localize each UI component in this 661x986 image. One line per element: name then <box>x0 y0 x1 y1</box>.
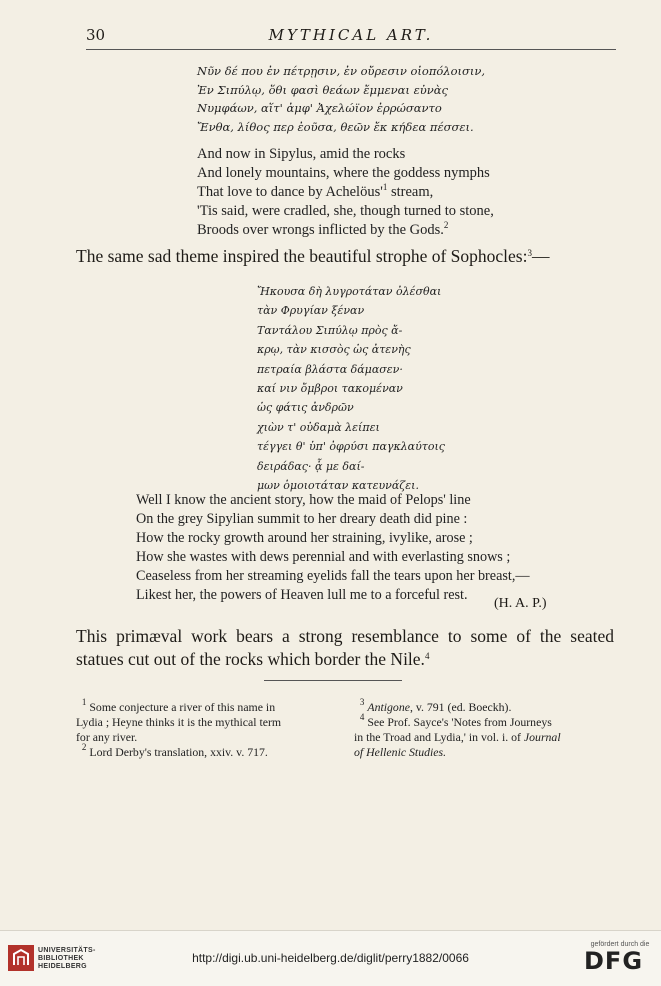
greek-line: Ἔνθα, λίθος περ ἐοῦσα, θεῶν ἔκ κήδεα πέσσει. <box>197 119 474 134</box>
verse-line: That love to dance by $Achelöus'^1$ stream, <box>197 182 434 200</box>
greek-line: Ἐν Σιπύλῳ, ὅθι φασὶ θεάων ἔμμεναι εὐνὰς <box>197 82 448 97</box>
verse-line: 'Tis said, were cradled, she, though turned to stone, <box>197 203 494 219</box>
greek-line: μων ὁμοιοτάταν κατευνάζει. <box>257 479 419 493</box>
footnote-ref-3[interactable]: 3 <box>527 248 532 258</box>
body-paragraph-nile: This primæval work bears a strong resemblance to some of the seated statues cut out of the rocks which border the Nile.$^4$ <box>76 626 614 669</box>
verse-line: Likest her, the powers of Heaven lull me to a forceful rest. <box>136 587 468 603</box>
greek-line: ὡς φάτις ἀνδρῶν <box>257 401 354 415</box>
verse-line: And lonely mountains, where the goddess nymphs <box>197 165 490 181</box>
footnote-2: $^2$ Lord Derby's translation, xxiv. v. 717. <box>81 742 268 759</box>
page-number: 30 <box>86 26 106 44</box>
verse-line: And now in Sipylus, amid the rocks <box>197 146 406 162</box>
greek-line: τέγγει θ' ὑπ' ὀφρύσι παγκλαύτοις <box>257 440 445 454</box>
footnote-4-cont: in the Troad and Lydia,' in vol. i. of Journal <box>354 730 561 744</box>
footnote-4: $^4$ See Prof. Sayce's 'Notes from Journeys <box>359 712 552 729</box>
verse-line: On the grey Sipylian summit to her dreary death did pine : <box>136 511 468 527</box>
greek-line: τὰν Φρυγίαν ξέναν <box>257 304 365 318</box>
footnotes-left-column <box>76 697 282 760</box>
footnote-1: $^1$ Some conjecture a river of this name in <box>81 697 276 714</box>
verse-line: How she wastes with dews perennial and with everlasting snows ; <box>136 549 511 565</box>
page-header <box>86 22 616 48</box>
verse-line: Well I know the ancient story, how the maid of Pelops' line <box>136 492 471 508</box>
footnote-ref-2[interactable]: 2 <box>443 220 449 230</box>
greek-line: Νῦν δέ που ἐν πέτρῃσιν, ἐν οὔρεσιν οἰοπόλοισιν, <box>197 64 486 78</box>
greek-line: πετραία βλάστα δάμασεν· <box>257 362 403 376</box>
footnote-ref-4[interactable]: 4 <box>424 651 430 661</box>
running-head: MYTHICAL ART. <box>268 26 434 44</box>
greek-line: καί νιν ὄμβροι τακομέναν <box>257 382 403 396</box>
permalink-url[interactable]: http://digi.ub.uni-heidelberg.de/diglit/perry1882/0066 <box>192 951 469 965</box>
footnote-rule <box>264 680 402 681</box>
viewer-footer <box>0 930 661 986</box>
body-paragraph-sophocles: The same sad theme inspired the beautiful strophe of Sophocles:$^3$— <box>76 246 550 266</box>
verse-line: How the rocky growth around her straining, ivylike, arose ; <box>136 530 473 546</box>
verse-translation-homer <box>197 145 494 240</box>
greek-line: χιὼν τ' οὐδαμὰ λείπει <box>257 420 380 434</box>
footnote-1-cont: Lydia ; Heyne thinks it is the mythical term <box>76 715 282 729</box>
verse-line: Ceaseless from her streaming eyelids fall the tears upon her breast,— <box>136 568 530 584</box>
greek-line: κρῳ, τὰν κισσὸς ὡς ἀτενὴς <box>257 343 411 357</box>
greek-line: Νυμφάων, αἵτ' ἀμφ' Ἀχελώϊον ἐρρώσαντο <box>197 101 442 115</box>
verse-translation-sophocles <box>136 491 530 605</box>
verse-line: Broods over wrongs inflicted by the Gods.$^2$ <box>197 220 449 238</box>
greek-quotation-homer <box>197 62 485 136</box>
greek-line: Ἤκουσα δὴ λυγροτάταν ὀλέσθαι <box>257 285 442 298</box>
funder-block <box>584 941 656 974</box>
dfg-logo-icon: DFG <box>584 947 644 975</box>
greek-quotation-sophocles <box>257 282 445 495</box>
library-name: UNIVERSITÄTS- BIBLIOTHEK HEIDELBERG <box>38 947 96 970</box>
footnote-ref-1[interactable]: 1 <box>382 182 388 192</box>
greek-line: δειράδας· ᾇ με δαί- <box>257 459 365 473</box>
translator-attribution: (H. A. P.) <box>494 596 547 611</box>
greek-line: Ταντάλου Σιπύλῳ πρὸς ἄ- <box>257 323 403 337</box>
footnote-1-cont: for any river. <box>76 730 138 744</box>
funder-label: gefördert durch die <box>590 941 650 948</box>
header-rule <box>86 49 616 50</box>
footnotes-right-column <box>354 697 561 760</box>
footnote-3: $^3$ Antigone, v. 791 (ed. Boeckh). <box>359 697 512 714</box>
footnote-4-cont: of Hellenic Studies. <box>354 745 447 759</box>
